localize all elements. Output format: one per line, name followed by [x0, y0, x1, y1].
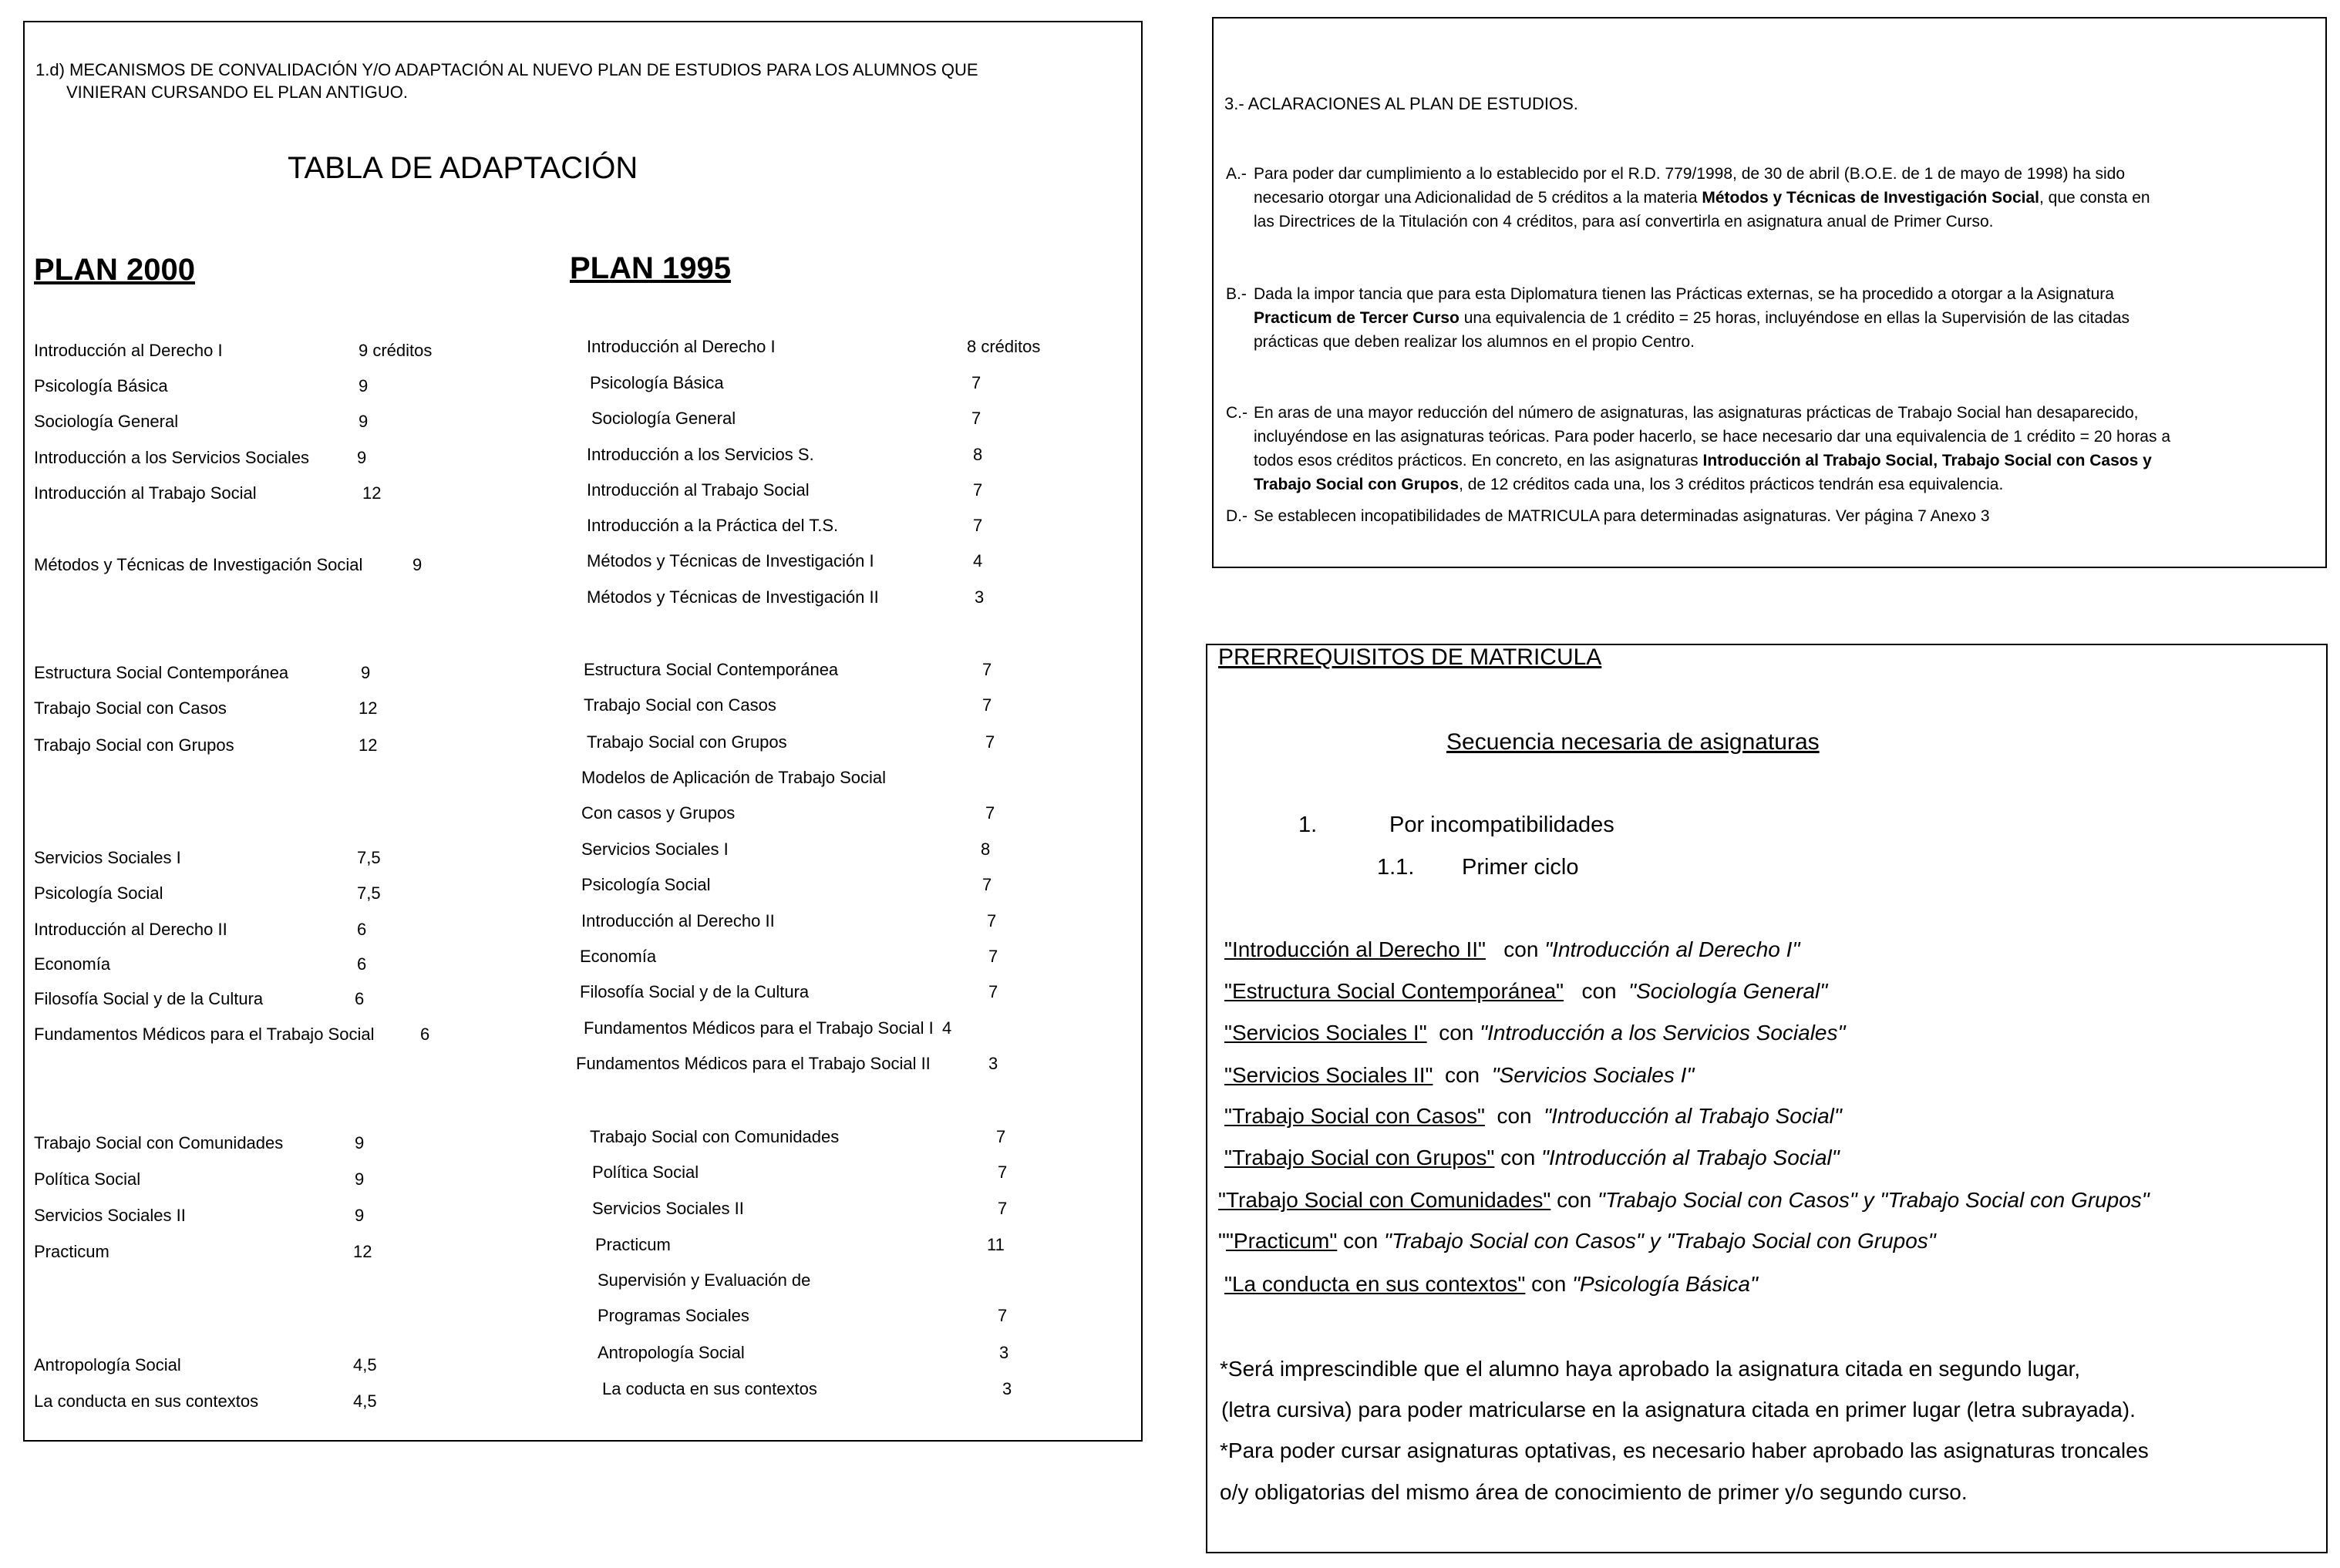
plan-2000-credits: 12	[362, 483, 382, 503]
aclaracion-a-line1: Para poder dar cumplimiento a lo establecido por el R.D. 779/1998, de 30 de abril (B.O.E. de 1 de mayo de 1998) ha sido	[1254, 165, 2126, 183]
aclaracion-b-line2b: una equivalencia de 1 crédito = 25 horas, incluyéndose en ellas la Supervisión de las citadas	[1459, 309, 2130, 327]
aclaracion-c-line4b: , de 12 créditos cada una, los 3 créditos prácticos tendrán esa equivalencia.	[1459, 476, 2004, 493]
rule-requirement: "Trabajo Social con Casos" y "Trabajo Social con Grupos"	[1598, 1188, 2150, 1212]
plan-2000-credits: 9	[355, 1133, 365, 1152]
plan-2000-heading: PLAN 2000	[34, 253, 195, 287]
rule-subject: "Trabajo Social con Comunidades"	[1218, 1188, 1551, 1212]
rule-subject: "Servicios Sociales II"	[1224, 1063, 1433, 1087]
plan-1995-credits: 8 créditos	[967, 337, 1041, 356]
plan-2000-subject: Introducción al Derecho II	[34, 920, 227, 939]
plan-2000-credits: 7,5	[357, 883, 381, 903]
plan-1995-credits: 7	[985, 803, 995, 823]
plan-1995-subject: Trabajo Social con Grupos	[587, 732, 787, 752]
plan-1995-subject: Introducción al Trabajo Social	[587, 480, 810, 500]
plan-1995-subject: Trabajo Social con Comunidades	[590, 1127, 840, 1146]
plan-1995-subject: Servicios Sociales I	[581, 840, 729, 859]
prerequisite-rule	[1224, 1063, 1694, 1088]
prerequisite-rule	[1224, 1272, 1758, 1297]
rule-requirement: "Trabajo Social con Casos" y "Trabajo Social con Grupos"	[1384, 1229, 1936, 1253]
plan-1995-credits: 3	[999, 1343, 1009, 1362]
plan-1995-subject: Política Social	[592, 1163, 699, 1182]
plan-2000-subject: Antropología Social	[34, 1355, 181, 1375]
plan-1995-credits: 3	[975, 587, 985, 607]
plan-1995-subject: Psicología Básica	[590, 373, 724, 392]
plan-1995-subject: Practicum	[595, 1235, 671, 1254]
plan-2000-subject: Practicum	[34, 1242, 109, 1261]
plan-1995-heading: PLAN 1995	[570, 251, 731, 285]
plan-2000-credits: 9	[412, 555, 423, 574]
item-1-1-text: Primer ciclo	[1462, 855, 1579, 880]
rule-subject: "Trabajo Social con Casos"	[1224, 1104, 1485, 1128]
rule-requirement: "Introducción al Derecho I"	[1544, 937, 1800, 961]
plan-2000-credits: 6	[420, 1025, 430, 1044]
plan-1995-credits: 7	[988, 947, 998, 966]
rule-connector: con	[1494, 1146, 1542, 1169]
prerequisite-rule	[1224, 937, 1800, 962]
plan-1995-credits: 7	[971, 409, 981, 428]
aclaracion-b-line1: Dada la impor tancia que para esta Diplomatura tienen las Prácticas externas, se ha procedido a otorgar a la Asignatura	[1254, 285, 2114, 303]
item-1-text: Por incompatibilidades	[1389, 813, 1614, 837]
plan-2000-credits: 4,5	[353, 1391, 377, 1411]
prerequisite-rule	[1218, 1188, 2150, 1213]
plan-2000-credits: 12	[359, 698, 378, 718]
prerequisite-rule	[1224, 979, 1827, 1004]
plan-2000-subject: Política Social	[34, 1169, 141, 1189]
rule-requirement: "Psicología Básica"	[1572, 1272, 1758, 1296]
rule-connector: con	[1525, 1272, 1573, 1296]
aclaracion-c-label: C.-	[1226, 404, 1247, 422]
plan-2000-subject: Economía	[34, 954, 111, 974]
plan-2000-subject: Trabajo Social con Comunidades	[34, 1133, 284, 1152]
prerequisite-rule	[1224, 1146, 1840, 1170]
prerequisite-rule	[1224, 1104, 1842, 1129]
item-1-1-number: 1.1.	[1377, 855, 1415, 880]
rule-connector: con	[1337, 1229, 1385, 1253]
plan-2000-credits: 9	[357, 448, 367, 467]
plan-1995-subject: Antropología Social	[598, 1343, 745, 1362]
rule-subject: "Practicum"	[1225, 1229, 1338, 1253]
table-title: TABLA DE ADAPTACIÓN	[288, 151, 638, 185]
rule-subject: "Estructura Social Contemporánea"	[1224, 979, 1564, 1003]
plan-1995-credits: 7	[971, 373, 981, 392]
plan-1995-credits: 8	[981, 840, 991, 859]
plan-1995-subject: Con casos y Grupos	[581, 803, 736, 823]
item-1-number: 1.	[1298, 813, 1318, 837]
rule-requirement: "Sociología General"	[1628, 979, 1828, 1003]
aclaracion-b-line2a: Practicum de Tercer Curso	[1254, 309, 1460, 327]
plan-1995-subject: Modelos de Aplicación de Trabajo Social	[581, 768, 887, 787]
adaptation-table-panel	[23, 21, 1143, 1442]
plan-1995-subject: Psicología Social	[581, 875, 711, 894]
plan-2000-credits: 7,5	[357, 848, 381, 867]
plan-1995-credits: 8	[973, 445, 983, 464]
plan-1995-credits: 7	[988, 982, 998, 1001]
plan-2000-credits: 6	[357, 954, 367, 974]
plan-1995-subject: Filosofía Social y de la Cultura	[580, 982, 810, 1001]
aclaracion-a-label: A.-	[1226, 165, 1247, 183]
plan-1995-subject: Trabajo Social con Casos	[584, 695, 776, 715]
prerequisite-rule	[1224, 1021, 1845, 1045]
plan-2000-subject: Trabajo Social con Grupos	[34, 735, 234, 755]
plan-2000-subject: Sociología General	[34, 412, 179, 431]
aclaracion-a-line2c: , que consta en	[2039, 189, 2150, 207]
plan-1995-credits: 7	[982, 695, 992, 715]
plan-1995-subject: Economía	[580, 947, 657, 966]
plan-2000-subject: Servicios Sociales II	[34, 1206, 186, 1225]
plan-2000-subject: La conducta en sus contextos	[34, 1391, 259, 1411]
plan-1995-credits: 7	[982, 660, 992, 679]
prerequisite-rule	[1218, 1229, 1936, 1253]
plan-1995-credits: 7	[998, 1163, 1008, 1182]
rule-subject: "Trabajo Social con Grupos"	[1224, 1146, 1495, 1169]
aclaracion-d-line1: Se establecen incopatibilidades de MATRICULA para determinadas asignaturas. Ver página 7 Anexo 3	[1254, 507, 1990, 525]
note-line2: (letra cursiva) para poder matricularse en la asignatura citada en primer lugar (letra subrayada).	[1221, 1398, 2136, 1422]
rule-connector: con	[1550, 1188, 1598, 1212]
plan-2000-subject: Trabajo Social con Casos	[34, 698, 227, 718]
plan-1995-subject: Estructura Social Contemporánea	[584, 660, 839, 679]
plan-2000-credits: 9	[359, 412, 369, 431]
plan-1995-credits: 7	[973, 516, 983, 535]
rule-prefix: "	[1218, 1229, 1226, 1253]
plan-1995-subject: Introducción al Derecho II	[581, 911, 775, 930]
aclaracion-b-line3: prácticas que deben realizar los alumnos en el propio Centro.	[1254, 333, 1695, 351]
plan-2000-credits: 4,5	[353, 1355, 377, 1375]
aclaraciones-title: 3.- ACLARACIONES AL PLAN DE ESTUDIOS.	[1224, 94, 1578, 113]
plan-2000-credits: 6	[355, 989, 365, 1008]
plan-1995-credits: 7	[996, 1127, 1006, 1146]
plan-2000-credits: 9 créditos	[359, 341, 433, 360]
plan-2000-subject: Psicología Básica	[34, 376, 168, 395]
plan-1995-subject: La coducta en sus contextos	[602, 1379, 817, 1398]
plan-1995-credits: 7	[998, 1306, 1008, 1325]
plan-1995-subject: Programas Sociales	[598, 1306, 749, 1325]
plan-1995-credits: 3	[1002, 1379, 1012, 1398]
rule-requirement: "Introducción al Trabajo Social"	[1541, 1146, 1840, 1169]
aclaracion-c-line3b: Introducción al Trabajo Social, Trabajo Social con Casos y	[1702, 452, 2152, 469]
note-line1: *Será imprescindible que el alumno haya aprobado la asignatura citada en segundo lugar,	[1220, 1357, 2081, 1381]
note-line3: *Para poder cursar asignaturas optativas, es necesario haber aprobado las asignaturas troncales	[1220, 1438, 2149, 1462]
plan-1995-credits: 7	[998, 1199, 1008, 1218]
plan-2000-credits: 9	[361, 663, 371, 682]
rule-subject: "Servicios Sociales I"	[1224, 1021, 1427, 1045]
plan-2000-subject: Introducción a los Servicios Sociales	[34, 448, 310, 467]
aclaracion-a-line2a: necesario otorgar una Adicionalidad de 5 créditos a la materia	[1254, 189, 1702, 207]
plan-1995-subject: Fundamentos Médicos para el Trabajo Social I	[584, 1018, 934, 1038]
rule-connector: con	[1485, 937, 1545, 961]
plan-1995-credits: 7	[982, 875, 992, 894]
plan-1995-subject: Sociología General	[591, 409, 736, 428]
plan-2000-subject: Filosofía Social y de la Cultura	[34, 989, 264, 1008]
plan-2000-subject: Estructura Social Contemporánea	[34, 663, 289, 682]
rule-subject: "La conducta en sus contextos"	[1224, 1272, 1526, 1296]
rule-requirement: "Introducción al Trabajo Social"	[1544, 1104, 1842, 1128]
plan-1995-credits: 3	[988, 1054, 998, 1073]
plan-1995-subject: Supervisión y Evaluación de	[598, 1270, 811, 1290]
plan-2000-credits: 6	[357, 920, 367, 939]
plan-1995-credits: 4	[942, 1018, 952, 1038]
plan-1995-subject: Fundamentos Médicos para el Trabajo Social II	[576, 1054, 931, 1073]
note-line4: o/y obligatorias del mismo área de conocimiento de primer y/o segundo curso.	[1220, 1480, 1968, 1504]
rule-subject: "Introducción al Derecho II"	[1224, 937, 1486, 961]
plan-1995-subject: Introducción a la Práctica del T.S.	[587, 516, 839, 535]
section-heading-line1: 1.d) MECANISMOS DE CONVALIDACIÓN Y/O ADAPTACIÓN AL NUEVO PLAN DE ESTUDIOS PARA LOS ALUMNOS QUE	[35, 60, 978, 79]
plan-1995-credits: 4	[973, 551, 983, 570]
rule-requirement: "Introducción a los Servicios Sociales"	[1480, 1021, 1846, 1045]
plan-1995-credits: 11	[987, 1235, 1005, 1254]
aclaracion-c-line2: incluyéndose en las asignaturas teóricas. Para poder hacerlo, se hace necesario dar una equivalencia de 1 crédito = 20 horas a	[1254, 428, 2171, 446]
rule-connector: con	[1564, 979, 1629, 1003]
aclaracion-d-label: D.-	[1226, 507, 1247, 525]
aclaracion-c-line3a: todos esos créditos prácticos. En concreto, en las asignaturas	[1254, 452, 1703, 469]
aclaracion-b-label: B.-	[1226, 285, 1247, 303]
plan-2000-subject: Psicología Social	[34, 883, 163, 903]
plan-1995-credits: 7	[985, 732, 995, 752]
section-heading-line2: VINIERAN CURSANDO EL PLAN ANTIGUO.	[66, 82, 408, 102]
aclaracion-c-line4a: Trabajo Social con Grupos	[1254, 476, 1460, 493]
aclaracion-c-line1: En aras de una mayor reducción del número de asignaturas, las asignaturas prácticas de Trabajo Social han desaparecido,	[1254, 404, 2139, 422]
plan-1995-subject: Métodos y Técnicas de Investigación II	[587, 587, 879, 607]
rule-connector: con	[1484, 1104, 1544, 1128]
plan-2000-subject: Servicios Sociales I	[34, 848, 181, 867]
plan-1995-subject: Introducción a los Servicios S.	[587, 445, 814, 464]
plan-2000-credits: 9	[355, 1206, 365, 1225]
plan-2000-credits: 12	[353, 1242, 372, 1261]
aclaracion-a-line2b: Métodos y Técnicas de Investigación Social	[1702, 189, 2039, 207]
plan-2000-credits: 9	[355, 1169, 365, 1189]
plan-2000-credits: 12	[359, 735, 378, 755]
plan-2000-subject: Introducción al Derecho I	[34, 341, 223, 360]
plan-2000-subject: Introducción al Trabajo Social	[34, 483, 257, 503]
plan-1995-credits: 7	[987, 911, 997, 930]
aclaracion-a-line3: las Directrices de la Titulación con 4 créditos, para así convertirla en asignatura anual de Primer Curso.	[1254, 213, 1994, 230]
rule-connector: con	[1426, 1021, 1480, 1045]
secuencia-subtitle: Secuencia necesaria de asignaturas	[1446, 729, 1820, 755]
plan-1995-subject: Métodos y Técnicas de Investigación I	[587, 551, 874, 570]
rule-connector: con	[1433, 1063, 1492, 1087]
prerrequisitos-title: PRERREQUISITOS DE MATRICULA	[1218, 644, 1602, 670]
plan-2000-credits: 9	[359, 376, 369, 395]
plan-2000-subject: Métodos y Técnicas de Investigación Social	[34, 555, 363, 574]
plan-1995-subject: Introducción al Derecho I	[587, 337, 776, 356]
plan-2000-subject: Fundamentos Médicos para el Trabajo Social	[34, 1025, 375, 1044]
rule-requirement: "Servicios Sociales I"	[1491, 1063, 1695, 1087]
plan-1995-subject: Servicios Sociales II	[592, 1199, 744, 1218]
plan-1995-credits: 7	[973, 480, 983, 500]
